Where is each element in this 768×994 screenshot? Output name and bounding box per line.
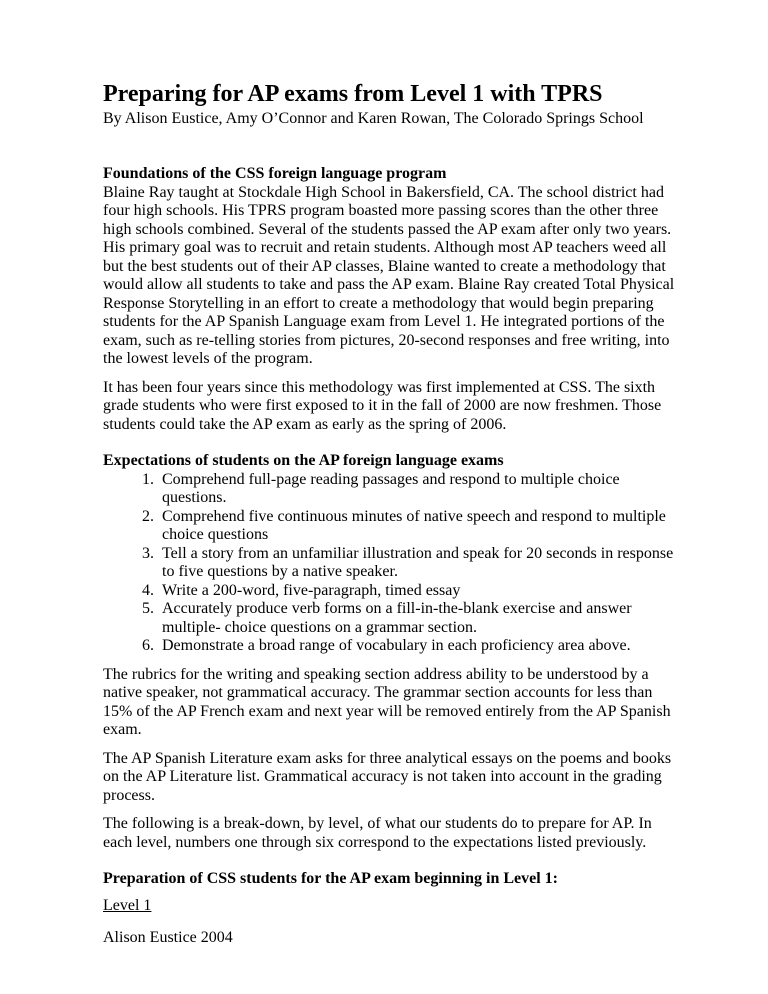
paragraph-implementation: It has been four years since this methodology was first implemented at CSS. The sixth grade students who were first exposed to it in the fall of 2000 are now freshmen. Those students could take the AP exam as early as the spring of 2006. xyxy=(103,378,662,433)
expectations-list xyxy=(103,471,675,656)
list-item: 1. Comprehend full-page reading passages and respond to multiple choice questions. xyxy=(158,471,675,508)
list-item: 6. Demonstrate a broad range of vocabulary in each proficiency area above. xyxy=(158,637,675,656)
document-title: Preparing for AP exams from Level 1 with TPRS xyxy=(103,81,603,107)
list-item: 2. Comprehend five continuous minutes of native speech and respond to multiple choice questions xyxy=(158,508,675,545)
list-item: 5. Accurately produce verb forms on a fill-in-the-blank exercise and answer multiple- choice questions on a grammar section. xyxy=(158,600,675,637)
list-item: 3. Tell a story from an unfamiliar illustration and speak for 20 seconds in response to five questions by a native speaker. xyxy=(158,545,675,582)
author-byline: By Alison Eustice, Amy O’Connor and Karen Rowan, The Colorado Springs School xyxy=(103,110,644,127)
paragraph-rubrics: The rubrics for the writing and speaking section address ability to be understood by a native speaker, not grammatical accuracy. The grammar section accounts for less than 15% of the AP French exam and next year will be removed entirely from the AP Spanish exam. xyxy=(103,665,671,738)
paragraph-literature-exam: The AP Spanish Literature exam asks for three analytical essays on the poems and books on the AP Literature list. Grammatical accuracy is not taken into account in the grading process. xyxy=(103,749,672,804)
section-heading-expectations: Expectations of students on the AP foreign language exams xyxy=(103,452,504,469)
level-1-heading: Level 1 xyxy=(103,896,152,914)
paragraph-blaine-ray: Blaine Ray taught at Stockdale High School in Bakersfield, CA. The school district had four high schools. His TPRS program boasted more passing scores than the other three high schools combined. Several of the students passed the AP exam after only two years. His primary goal was to recruit and retain students. Although most AP teachers weed all but the best students out of their AP classes, Blaine wanted to create a methodology that would allow all students to take and pass the AP exam. Blaine Ray created Total Physical Response Storytelling in an effort to create a methodology that would begin preparing students for the AP Spanish Language exam from Level 1. He integrated portions of the exam, such as re-telling stories from pictures, 20-second responses and free writing, into the lowest levels of the program. xyxy=(103,183,675,367)
section-heading-foundations: Foundations of the CSS foreign language program xyxy=(103,165,447,182)
page-footer: Alison Eustice 2004 xyxy=(103,929,233,946)
paragraph-breakdown: The following is a break-down, by level, of what our students do to prepare for AP. In each level, numbers one through six correspond to the expectations listed previously. xyxy=(103,815,652,851)
document-body xyxy=(103,165,675,925)
section-heading-preparation: Preparation of CSS students for the AP exam beginning in Level 1: xyxy=(103,870,558,887)
list-item: 4. Write a 200-word, five-paragraph, timed essay xyxy=(158,582,675,601)
